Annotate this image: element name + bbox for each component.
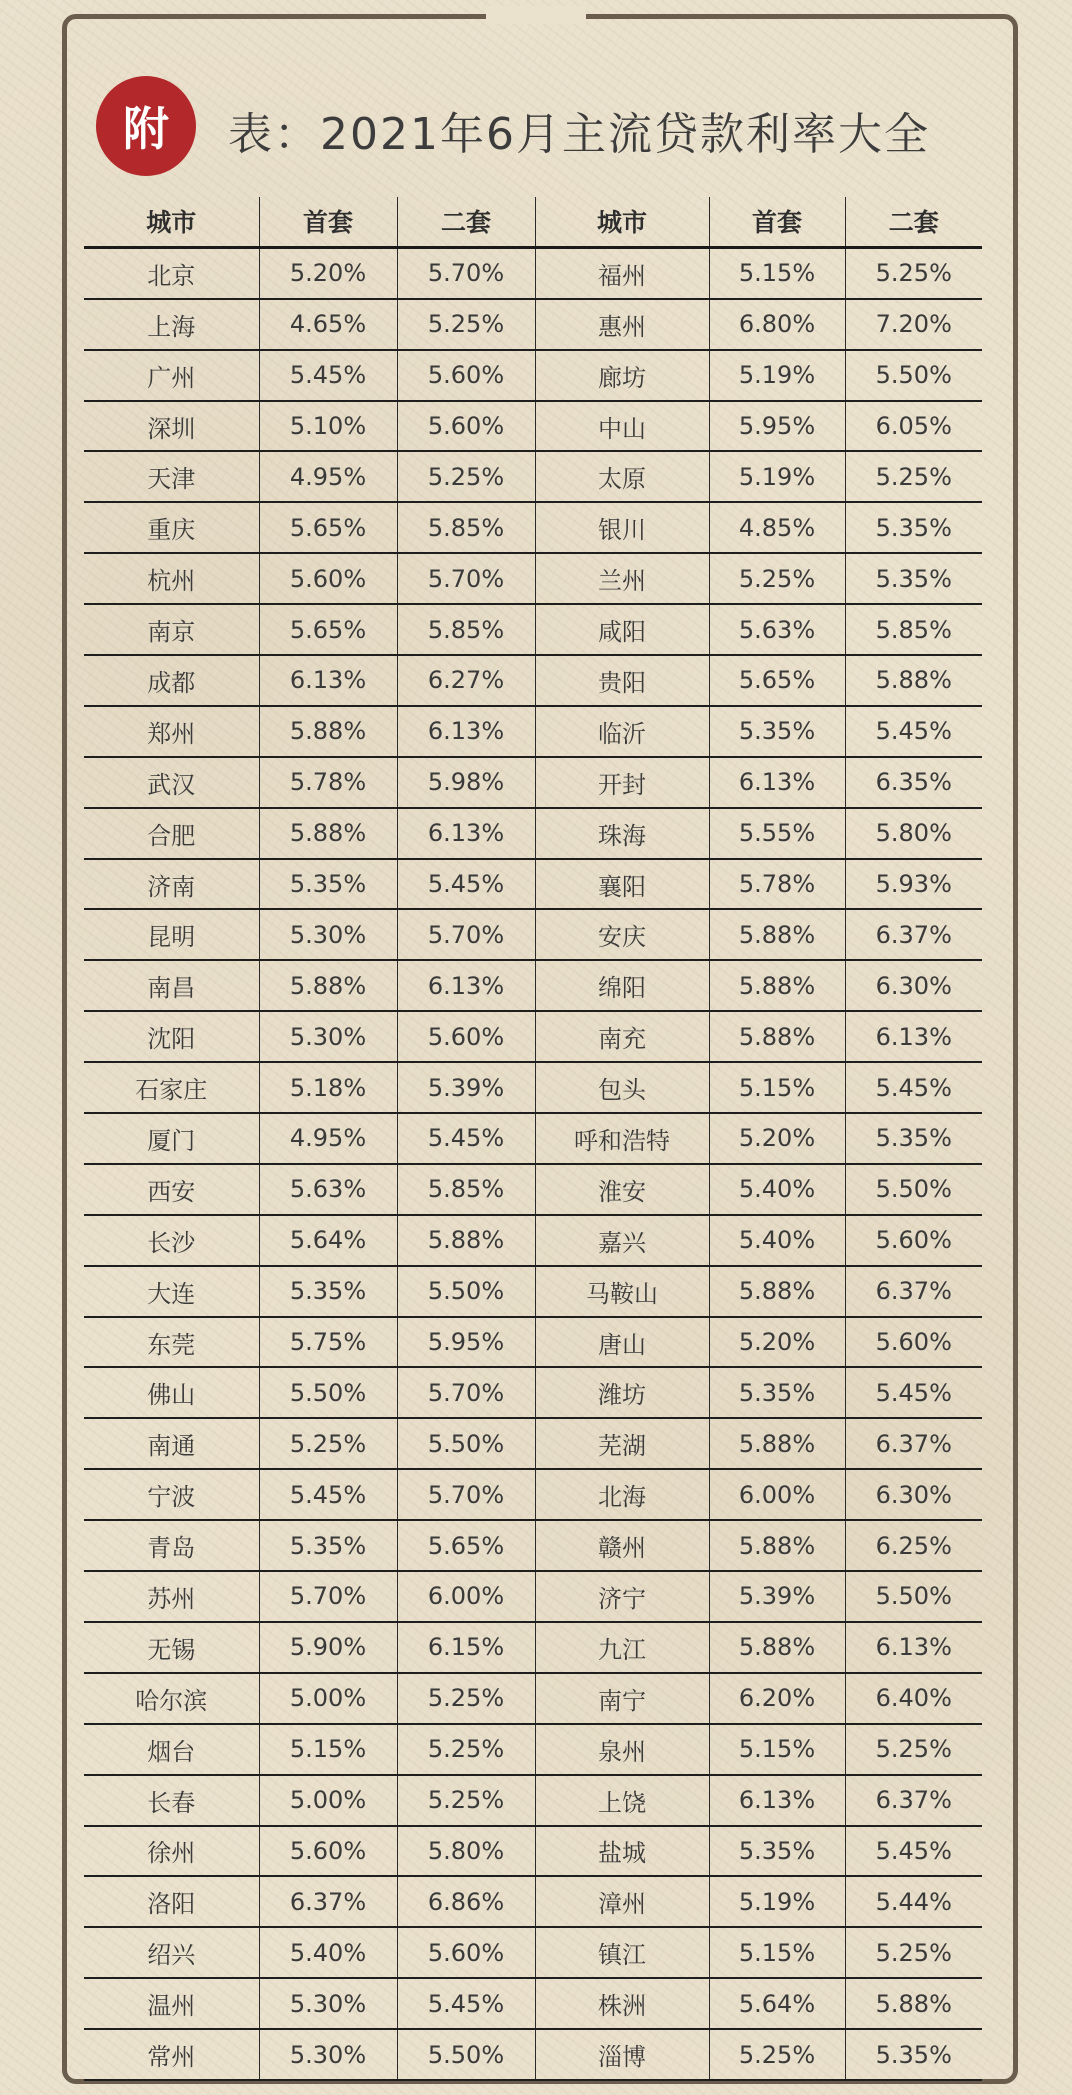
cell-second-home-left: 6.13% xyxy=(397,960,535,1011)
cell-city-right: 呼和浩特 xyxy=(535,1113,709,1164)
cell-first-home-right: 5.35% xyxy=(709,1826,845,1877)
cell-city-left: 昆明 xyxy=(84,909,259,960)
table-row xyxy=(84,1571,982,1622)
cell-city-left: 佛山 xyxy=(84,1367,259,1418)
cell-first-home-left: 5.15% xyxy=(259,1724,397,1775)
cell-second-home-left: 5.25% xyxy=(397,451,535,502)
cell-city-right: 淮安 xyxy=(535,1164,709,1215)
cell-second-home-left: 5.60% xyxy=(397,350,535,401)
cell-first-home-left: 5.30% xyxy=(259,1011,397,1062)
cell-city-left: 无锡 xyxy=(84,1622,259,1673)
cell-second-home-left: 5.60% xyxy=(397,401,535,452)
cell-second-home-right: 5.45% xyxy=(845,1367,982,1418)
cell-second-home-left: 5.25% xyxy=(397,1775,535,1826)
cell-second-home-right: 5.50% xyxy=(845,1571,982,1622)
cell-first-home-right: 5.19% xyxy=(709,350,845,401)
cell-city-left: 长春 xyxy=(84,1775,259,1826)
cell-first-home-right: 5.95% xyxy=(709,401,845,452)
cell-city-left: 南京 xyxy=(84,604,259,655)
cell-second-home-left: 5.45% xyxy=(397,859,535,910)
cell-second-home-right: 5.45% xyxy=(845,706,982,757)
cell-city-left: 石家庄 xyxy=(84,1062,259,1113)
cell-city-right: 南宁 xyxy=(535,1673,709,1724)
cell-city-right: 镇江 xyxy=(535,1927,709,1978)
cell-city-right: 中山 xyxy=(535,401,709,452)
cell-city-right: 开封 xyxy=(535,757,709,808)
cell-second-home-right: 6.37% xyxy=(845,1266,982,1317)
header-second-home-right: 二套 xyxy=(845,197,982,247)
cell-city-right: 银川 xyxy=(535,502,709,553)
table-header-row xyxy=(84,197,982,247)
cell-city-left: 杭州 xyxy=(84,553,259,604)
cell-city-right: 盐城 xyxy=(535,1826,709,1877)
cell-second-home-left: 6.27% xyxy=(397,655,535,706)
cell-city-right: 芜湖 xyxy=(535,1418,709,1469)
cell-first-home-right: 5.15% xyxy=(709,1724,845,1775)
table-body xyxy=(84,247,982,2080)
cell-second-home-left: 5.65% xyxy=(397,1520,535,1571)
cell-second-home-right: 6.05% xyxy=(845,401,982,452)
cell-second-home-right: 5.35% xyxy=(845,553,982,604)
cell-first-home-left: 5.60% xyxy=(259,553,397,604)
cell-city-right: 兰州 xyxy=(535,553,709,604)
cell-first-home-right: 5.15% xyxy=(709,1927,845,1978)
cell-first-home-left: 5.30% xyxy=(259,2029,397,2080)
cell-second-home-right: 5.50% xyxy=(845,1164,982,1215)
cell-second-home-left: 5.50% xyxy=(397,1266,535,1317)
cell-first-home-left: 5.50% xyxy=(259,1367,397,1418)
cell-second-home-left: 5.45% xyxy=(397,1113,535,1164)
cell-second-home-right: 5.50% xyxy=(845,350,982,401)
cell-city-right: 惠州 xyxy=(535,299,709,350)
cell-second-home-right: 6.13% xyxy=(845,1011,982,1062)
cell-first-home-left: 5.00% xyxy=(259,1775,397,1826)
cell-city-left: 徐州 xyxy=(84,1826,259,1877)
cell-first-home-left: 5.78% xyxy=(259,757,397,808)
table-row xyxy=(84,1927,982,1978)
cell-second-home-left: 5.60% xyxy=(397,1011,535,1062)
table-row xyxy=(84,451,982,502)
cell-first-home-right: 5.88% xyxy=(709,1418,845,1469)
cell-second-home-right: 6.25% xyxy=(845,1520,982,1571)
cell-second-home-left: 5.70% xyxy=(397,553,535,604)
cell-second-home-left: 5.85% xyxy=(397,1164,535,1215)
cell-first-home-right: 5.19% xyxy=(709,451,845,502)
cell-city-left: 西安 xyxy=(84,1164,259,1215)
cell-first-home-right: 4.85% xyxy=(709,502,845,553)
cell-city-left: 重庆 xyxy=(84,502,259,553)
table-row xyxy=(84,909,982,960)
cell-city-left: 宁波 xyxy=(84,1469,259,1520)
table-row xyxy=(84,553,982,604)
cell-second-home-right: 6.35% xyxy=(845,757,982,808)
cell-second-home-right: 5.25% xyxy=(845,451,982,502)
cell-first-home-left: 5.65% xyxy=(259,604,397,655)
frame-notch xyxy=(486,6,586,24)
cell-first-home-right: 5.78% xyxy=(709,859,845,910)
table-row xyxy=(84,502,982,553)
table-row xyxy=(84,1622,982,1673)
cell-city-right: 上饶 xyxy=(535,1775,709,1826)
cell-second-home-right: 5.60% xyxy=(845,1215,982,1266)
cell-second-home-right: 5.25% xyxy=(845,247,982,298)
cell-second-home-right: 5.85% xyxy=(845,604,982,655)
cell-second-home-right: 5.88% xyxy=(845,1978,982,2029)
cell-second-home-left: 5.50% xyxy=(397,2029,535,2080)
cell-second-home-right: 7.20% xyxy=(845,299,982,350)
cell-second-home-right: 5.80% xyxy=(845,808,982,859)
cell-first-home-right: 5.88% xyxy=(709,1011,845,1062)
cell-first-home-left: 5.88% xyxy=(259,808,397,859)
header-second-home-left: 二套 xyxy=(397,197,535,247)
cell-first-home-left: 5.88% xyxy=(259,960,397,1011)
table-row xyxy=(84,1826,982,1877)
table-row xyxy=(84,247,982,298)
cell-city-right: 九江 xyxy=(535,1622,709,1673)
cell-city-left: 南通 xyxy=(84,1418,259,1469)
cell-second-home-left: 5.45% xyxy=(397,1978,535,2029)
cell-second-home-right: 6.37% xyxy=(845,909,982,960)
cell-second-home-left: 5.80% xyxy=(397,1826,535,1877)
cell-second-home-right: 6.40% xyxy=(845,1673,982,1724)
cell-city-right: 唐山 xyxy=(535,1317,709,1368)
table-row xyxy=(84,1775,982,1826)
cell-second-home-left: 5.98% xyxy=(397,757,535,808)
table-row xyxy=(84,1673,982,1724)
cell-second-home-left: 5.25% xyxy=(397,299,535,350)
cell-first-home-left: 5.35% xyxy=(259,859,397,910)
cell-second-home-left: 5.25% xyxy=(397,1724,535,1775)
table-row xyxy=(84,1469,982,1520)
cell-city-right: 淄博 xyxy=(535,2029,709,2080)
cell-city-left: 广州 xyxy=(84,350,259,401)
cell-first-home-right: 5.20% xyxy=(709,1113,845,1164)
cell-second-home-left: 6.13% xyxy=(397,706,535,757)
cell-second-home-right: 6.30% xyxy=(845,1469,982,1520)
cell-city-left: 苏州 xyxy=(84,1571,259,1622)
cell-first-home-left: 5.35% xyxy=(259,1266,397,1317)
table-row xyxy=(84,1876,982,1927)
cell-first-home-left: 4.95% xyxy=(259,1113,397,1164)
cell-first-home-right: 6.13% xyxy=(709,757,845,808)
cell-first-home-right: 5.40% xyxy=(709,1164,845,1215)
cell-second-home-right: 5.35% xyxy=(845,502,982,553)
cell-city-left: 常州 xyxy=(84,2029,259,2080)
cell-city-left: 郑州 xyxy=(84,706,259,757)
cell-first-home-right: 5.63% xyxy=(709,604,845,655)
cell-second-home-right: 6.30% xyxy=(845,960,982,1011)
cell-first-home-left: 5.30% xyxy=(259,1978,397,2029)
cell-first-home-right: 5.19% xyxy=(709,1876,845,1927)
table-row xyxy=(84,1164,982,1215)
cell-city-right: 株洲 xyxy=(535,1978,709,2029)
cell-first-home-left: 5.70% xyxy=(259,1571,397,1622)
cell-first-home-left: 5.00% xyxy=(259,1673,397,1724)
cell-second-home-left: 5.70% xyxy=(397,247,535,298)
cell-second-home-right: 5.44% xyxy=(845,1876,982,1927)
cell-second-home-right: 5.45% xyxy=(845,1062,982,1113)
cell-first-home-right: 5.25% xyxy=(709,553,845,604)
table-row xyxy=(84,1418,982,1469)
table-row xyxy=(84,808,982,859)
cell-second-home-right: 5.60% xyxy=(845,1317,982,1368)
cell-second-home-right: 5.45% xyxy=(845,1826,982,1877)
cell-first-home-left: 4.95% xyxy=(259,451,397,502)
cell-city-right: 太原 xyxy=(535,451,709,502)
cell-second-home-right: 5.35% xyxy=(845,2029,982,2080)
cell-city-right: 襄阳 xyxy=(535,859,709,910)
cell-first-home-left: 6.13% xyxy=(259,655,397,706)
table-row xyxy=(84,757,982,808)
cell-city-left: 北京 xyxy=(84,247,259,298)
header-first-home-right: 首套 xyxy=(709,197,845,247)
cell-second-home-left: 5.39% xyxy=(397,1062,535,1113)
table-row xyxy=(84,1062,982,1113)
cell-second-home-left: 6.86% xyxy=(397,1876,535,1927)
cell-city-left: 东莞 xyxy=(84,1317,259,1368)
appendix-badge: 附 xyxy=(96,76,196,176)
cell-second-home-left: 5.70% xyxy=(397,1367,535,1418)
cell-city-left: 武汉 xyxy=(84,757,259,808)
cell-city-right: 安庆 xyxy=(535,909,709,960)
cell-first-home-right: 5.88% xyxy=(709,1622,845,1673)
cell-first-home-right: 5.64% xyxy=(709,1978,845,2029)
cell-city-left: 成都 xyxy=(84,655,259,706)
cell-second-home-left: 5.70% xyxy=(397,909,535,960)
cell-city-left: 温州 xyxy=(84,1978,259,2029)
cell-city-right: 包头 xyxy=(535,1062,709,1113)
cell-first-home-right: 5.40% xyxy=(709,1215,845,1266)
cell-first-home-left: 5.75% xyxy=(259,1317,397,1368)
cell-first-home-right: 5.88% xyxy=(709,1520,845,1571)
cell-city-right: 咸阳 xyxy=(535,604,709,655)
cell-city-left: 合肥 xyxy=(84,808,259,859)
cell-first-home-left: 5.18% xyxy=(259,1062,397,1113)
cell-first-home-right: 5.55% xyxy=(709,808,845,859)
table-row xyxy=(84,604,982,655)
cell-first-home-right: 6.80% xyxy=(709,299,845,350)
cell-second-home-left: 6.13% xyxy=(397,808,535,859)
cell-first-home-right: 5.25% xyxy=(709,2029,845,2080)
cell-first-home-right: 5.15% xyxy=(709,247,845,298)
cell-city-left: 南昌 xyxy=(84,960,259,1011)
cell-city-left: 绍兴 xyxy=(84,1927,259,1978)
cell-second-home-left: 6.15% xyxy=(397,1622,535,1673)
table-row xyxy=(84,350,982,401)
cell-city-right: 漳州 xyxy=(535,1876,709,1927)
cell-first-home-left: 5.40% xyxy=(259,1927,397,1978)
cell-first-home-right: 5.65% xyxy=(709,655,845,706)
cell-second-home-left: 5.95% xyxy=(397,1317,535,1368)
cell-city-left: 洛阳 xyxy=(84,1876,259,1927)
cell-second-home-left: 5.85% xyxy=(397,502,535,553)
cell-city-left: 烟台 xyxy=(84,1724,259,1775)
cell-city-left: 天津 xyxy=(84,451,259,502)
page-title: 表：2021年6月主流贷款利率大全 xyxy=(228,109,930,160)
table-row xyxy=(84,859,982,910)
cell-city-right: 珠海 xyxy=(535,808,709,859)
cell-first-home-left: 5.20% xyxy=(259,247,397,298)
cell-city-right: 临沂 xyxy=(535,706,709,757)
cell-city-left: 深圳 xyxy=(84,401,259,452)
cell-city-left: 哈尔滨 xyxy=(84,1673,259,1724)
cell-first-home-right: 5.39% xyxy=(709,1571,845,1622)
table-row xyxy=(84,1724,982,1775)
cell-city-right: 绵阳 xyxy=(535,960,709,1011)
table-row xyxy=(84,1367,982,1418)
cell-city-left: 沈阳 xyxy=(84,1011,259,1062)
table-row xyxy=(84,1520,982,1571)
cell-first-home-left: 5.10% xyxy=(259,401,397,452)
cell-second-home-right: 6.13% xyxy=(845,1622,982,1673)
cell-first-home-right: 5.15% xyxy=(709,1062,845,1113)
cell-first-home-right: 5.20% xyxy=(709,1317,845,1368)
cell-city-right: 福州 xyxy=(535,247,709,298)
cell-second-home-left: 5.88% xyxy=(397,1215,535,1266)
cell-city-right: 嘉兴 xyxy=(535,1215,709,1266)
cell-second-home-right: 5.88% xyxy=(845,655,982,706)
cell-first-home-left: 5.25% xyxy=(259,1418,397,1469)
cell-second-home-right: 5.35% xyxy=(845,1113,982,1164)
rate-table xyxy=(84,197,982,2081)
cell-city-left: 厦门 xyxy=(84,1113,259,1164)
header-city-left: 城市 xyxy=(84,197,259,247)
cell-second-home-left: 5.50% xyxy=(397,1418,535,1469)
cell-first-home-right: 5.88% xyxy=(709,1266,845,1317)
cell-city-right: 北海 xyxy=(535,1469,709,1520)
table-row xyxy=(84,960,982,1011)
cell-second-home-left: 6.00% xyxy=(397,1571,535,1622)
cell-first-home-right: 6.00% xyxy=(709,1469,845,1520)
cell-second-home-left: 5.85% xyxy=(397,604,535,655)
cell-city-left: 长沙 xyxy=(84,1215,259,1266)
table-row xyxy=(84,299,982,350)
cell-second-home-right: 6.37% xyxy=(845,1418,982,1469)
cell-first-home-left: 5.60% xyxy=(259,1826,397,1877)
cell-city-right: 廊坊 xyxy=(535,350,709,401)
cell-first-home-left: 5.65% xyxy=(259,502,397,553)
cell-first-home-right: 5.35% xyxy=(709,1367,845,1418)
cell-city-right: 赣州 xyxy=(535,1520,709,1571)
cell-first-home-right: 6.13% xyxy=(709,1775,845,1826)
cell-first-home-left: 5.45% xyxy=(259,350,397,401)
cell-second-home-right: 5.25% xyxy=(845,1927,982,1978)
cell-city-right: 南充 xyxy=(535,1011,709,1062)
cell-city-right: 马鞍山 xyxy=(535,1266,709,1317)
cell-second-home-right: 5.25% xyxy=(845,1724,982,1775)
cell-city-right: 济宁 xyxy=(535,1571,709,1622)
table-row xyxy=(84,1011,982,1062)
table-row xyxy=(84,1266,982,1317)
cell-city-left: 济南 xyxy=(84,859,259,910)
cell-first-home-left: 5.45% xyxy=(259,1469,397,1520)
cell-second-home-left: 5.60% xyxy=(397,1927,535,1978)
cell-first-home-left: 4.65% xyxy=(259,299,397,350)
cell-city-left: 青岛 xyxy=(84,1520,259,1571)
cell-first-home-left: 5.64% xyxy=(259,1215,397,1266)
cell-first-home-left: 5.63% xyxy=(259,1164,397,1215)
cell-second-home-right: 6.37% xyxy=(845,1775,982,1826)
cell-first-home-left: 5.30% xyxy=(259,909,397,960)
cell-first-home-left: 6.37% xyxy=(259,1876,397,1927)
table-row xyxy=(84,1317,982,1368)
table-row xyxy=(84,401,982,452)
cell-first-home-right: 5.35% xyxy=(709,706,845,757)
table-row xyxy=(84,1113,982,1164)
cell-second-home-left: 5.25% xyxy=(397,1673,535,1724)
cell-city-left: 上海 xyxy=(84,299,259,350)
table-row xyxy=(84,2029,982,2080)
cell-second-home-right: 5.93% xyxy=(845,859,982,910)
table-row xyxy=(84,1978,982,2029)
cell-first-home-left: 5.88% xyxy=(259,706,397,757)
cell-second-home-left: 5.70% xyxy=(397,1469,535,1520)
table-row xyxy=(84,1215,982,1266)
cell-first-home-right: 6.20% xyxy=(709,1673,845,1724)
header-city-right: 城市 xyxy=(535,197,709,247)
cell-city-left: 大连 xyxy=(84,1266,259,1317)
cell-city-right: 泉州 xyxy=(535,1724,709,1775)
table-row xyxy=(84,706,982,757)
cell-first-home-left: 5.35% xyxy=(259,1520,397,1571)
cell-first-home-right: 5.88% xyxy=(709,909,845,960)
cell-first-home-left: 5.90% xyxy=(259,1622,397,1673)
cell-first-home-right: 5.88% xyxy=(709,960,845,1011)
cell-city-right: 贵阳 xyxy=(535,655,709,706)
table-row xyxy=(84,655,982,706)
cell-city-right: 潍坊 xyxy=(535,1367,709,1418)
header-first-home-left: 首套 xyxy=(259,197,397,247)
